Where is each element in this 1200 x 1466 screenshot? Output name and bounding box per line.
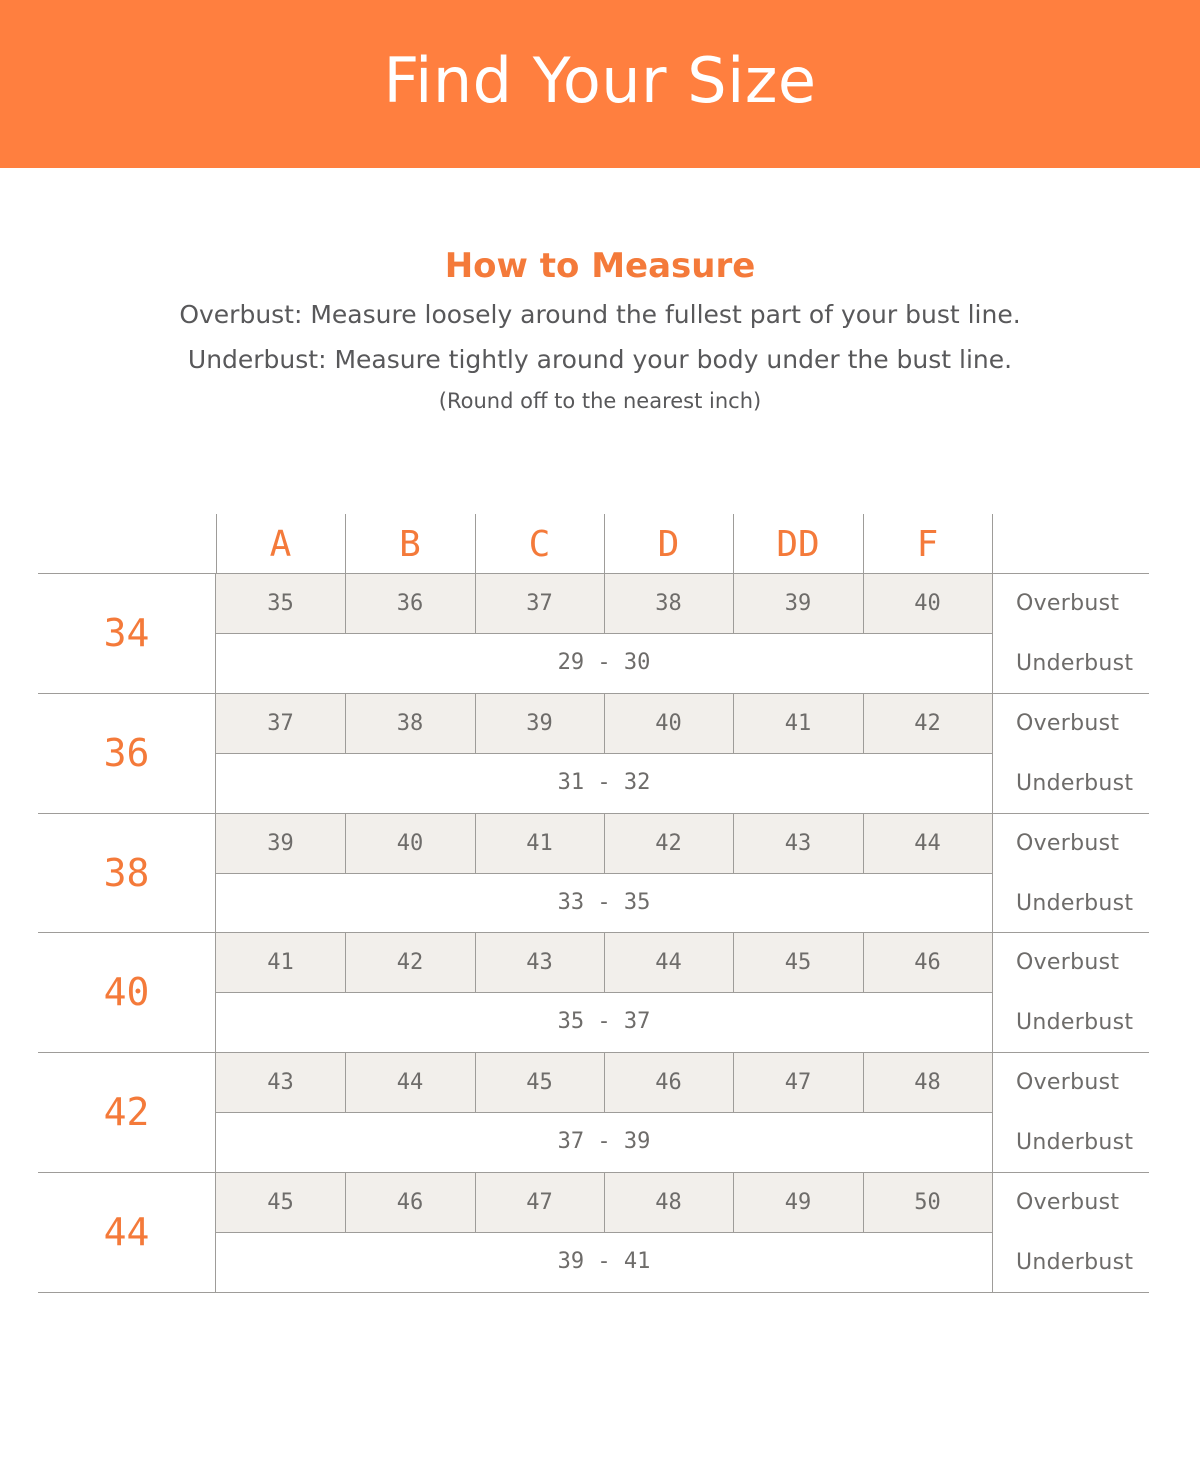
band-size-44: 44 xyxy=(103,1209,150,1254)
overbust-cell: 42 xyxy=(396,949,424,975)
cell-divider xyxy=(475,813,476,873)
overbust-cell: 47 xyxy=(784,1069,812,1095)
overbust-cell: 42 xyxy=(914,710,941,736)
cell-divider xyxy=(863,1052,864,1112)
overbust-divider xyxy=(216,1112,992,1113)
overbust-cell: 45 xyxy=(267,1189,294,1215)
overbust-cell: 44 xyxy=(655,949,682,975)
cup-header-d: D xyxy=(657,523,680,565)
overbust-cell: 38 xyxy=(396,710,424,736)
overbust-cell: 37 xyxy=(267,710,294,736)
overbust-cell: 38 xyxy=(655,590,682,616)
overbust-cell: 46 xyxy=(396,1189,424,1215)
cup-header-c: C xyxy=(528,523,551,565)
cell-divider xyxy=(345,573,346,633)
overbust-divider xyxy=(216,992,992,993)
underbust-label: Underbust xyxy=(1016,1009,1134,1035)
header-divider xyxy=(733,514,734,573)
overbust-divider xyxy=(216,753,992,754)
overbust-cell: 40 xyxy=(396,830,424,856)
rounding-note: (Round off to the nearest inch) xyxy=(438,389,762,413)
overbust-cell: 36 xyxy=(396,590,424,616)
band-size-40: 40 xyxy=(103,969,150,1014)
cell-divider xyxy=(475,1172,476,1232)
overbust-cell: 50 xyxy=(914,1189,941,1215)
cell-divider xyxy=(863,1172,864,1232)
overbust-divider xyxy=(216,1232,992,1233)
overbust-label: Overbust xyxy=(1016,830,1120,856)
page-title: Find Your Size xyxy=(383,43,817,117)
underbust-range: 35 - 37 xyxy=(557,1009,651,1034)
header-divider xyxy=(863,514,864,573)
row-divider xyxy=(38,932,1149,933)
band-size-42: 42 xyxy=(103,1089,150,1134)
cup-header-f: F xyxy=(916,523,939,565)
header-divider xyxy=(604,514,605,573)
overbust-cell: 43 xyxy=(784,830,812,856)
overbust-cell: 41 xyxy=(784,710,812,736)
header-divider xyxy=(345,514,346,573)
header-divider xyxy=(992,514,993,573)
cell-divider xyxy=(475,573,476,633)
cup-header-dd: DD xyxy=(776,523,820,565)
underbust-range: 31 - 32 xyxy=(557,770,651,795)
overbust-cell: 40 xyxy=(914,590,941,616)
cell-divider xyxy=(604,1052,605,1112)
underbust-range: 29 - 30 xyxy=(557,650,651,675)
overbust-cell: 45 xyxy=(784,949,812,975)
overbust-label: Overbust xyxy=(1016,949,1120,975)
underbust-label: Underbust xyxy=(1016,1129,1134,1155)
overbust-cell: 43 xyxy=(267,1069,294,1095)
overbust-label: Overbust xyxy=(1016,1189,1120,1215)
cell-divider xyxy=(345,693,346,753)
cup-header-a: A xyxy=(269,523,292,565)
band-size-34: 34 xyxy=(103,610,150,655)
overbust-cell: 43 xyxy=(526,949,553,975)
underbust-range: 37 - 39 xyxy=(557,1129,651,1154)
header-divider xyxy=(216,514,217,573)
table-bottom-border xyxy=(38,1292,1149,1293)
cell-divider xyxy=(345,813,346,873)
cell-divider xyxy=(733,573,734,633)
cell-divider xyxy=(345,932,346,992)
underbust-range: 39 - 41 xyxy=(557,1249,651,1274)
cell-divider xyxy=(345,1172,346,1232)
underbust-label: Underbust xyxy=(1016,650,1134,676)
underbust-range: 33 - 35 xyxy=(557,890,651,915)
overbust-cell: 39 xyxy=(267,830,294,856)
overbust-cell: 41 xyxy=(267,949,294,975)
overbust-cell: 44 xyxy=(396,1069,424,1095)
cell-divider xyxy=(475,693,476,753)
band-column-border xyxy=(215,573,216,1292)
overbust-cell: 39 xyxy=(526,710,553,736)
cell-divider xyxy=(863,932,864,992)
overbust-cell: 40 xyxy=(655,710,682,736)
overbust-cell: 46 xyxy=(655,1069,682,1095)
underbust-instruction: Underbust: Measure tightly around your body under the bust line. xyxy=(187,345,1013,374)
underbust-label: Underbust xyxy=(1016,770,1134,796)
overbust-cell: 42 xyxy=(655,830,682,856)
overbust-divider xyxy=(216,873,992,874)
cell-divider xyxy=(863,573,864,633)
cell-divider xyxy=(604,1172,605,1232)
overbust-cell: 47 xyxy=(526,1189,553,1215)
cell-divider xyxy=(604,813,605,873)
cell-divider xyxy=(733,1172,734,1232)
band-size-36: 36 xyxy=(103,730,150,775)
overbust-instruction: Overbust: Measure loosely around the fullest part of your bust line. xyxy=(179,300,1021,329)
overbust-label: Overbust xyxy=(1016,1069,1120,1095)
overbust-cell: 48 xyxy=(655,1189,682,1215)
band-size-38: 38 xyxy=(103,850,150,895)
cell-divider xyxy=(604,693,605,753)
row-divider xyxy=(38,813,1149,814)
overbust-cell: 41 xyxy=(526,830,553,856)
section-heading: How to Measure xyxy=(444,246,756,286)
cell-divider xyxy=(733,1052,734,1112)
label-column-border xyxy=(992,573,993,1292)
overbust-cell: 46 xyxy=(914,949,941,975)
overbust-cell: 35 xyxy=(267,590,294,616)
row-divider xyxy=(38,693,1149,694)
overbust-cell: 37 xyxy=(526,590,553,616)
underbust-label: Underbust xyxy=(1016,890,1134,916)
overbust-label: Overbust xyxy=(1016,710,1120,736)
row-divider xyxy=(38,1052,1149,1053)
cell-divider xyxy=(475,1052,476,1112)
header-divider xyxy=(475,514,476,573)
overbust-cell: 44 xyxy=(914,830,941,856)
row-divider xyxy=(38,573,1149,574)
overbust-cell: 45 xyxy=(526,1069,553,1095)
overbust-cell: 48 xyxy=(914,1069,941,1095)
cell-divider xyxy=(863,693,864,753)
row-divider xyxy=(38,1172,1149,1173)
cell-divider xyxy=(733,932,734,992)
cell-divider xyxy=(345,1052,346,1112)
overbust-cell: 39 xyxy=(784,590,812,616)
overbust-divider xyxy=(216,633,992,634)
cell-divider xyxy=(733,693,734,753)
cell-divider xyxy=(863,813,864,873)
cell-divider xyxy=(733,813,734,873)
cup-header-b: B xyxy=(399,523,421,565)
overbust-label: Overbust xyxy=(1016,590,1120,616)
cell-divider xyxy=(604,932,605,992)
overbust-cell: 49 xyxy=(784,1189,812,1215)
underbust-label: Underbust xyxy=(1016,1249,1134,1275)
cell-divider xyxy=(475,932,476,992)
cell-divider xyxy=(604,573,605,633)
